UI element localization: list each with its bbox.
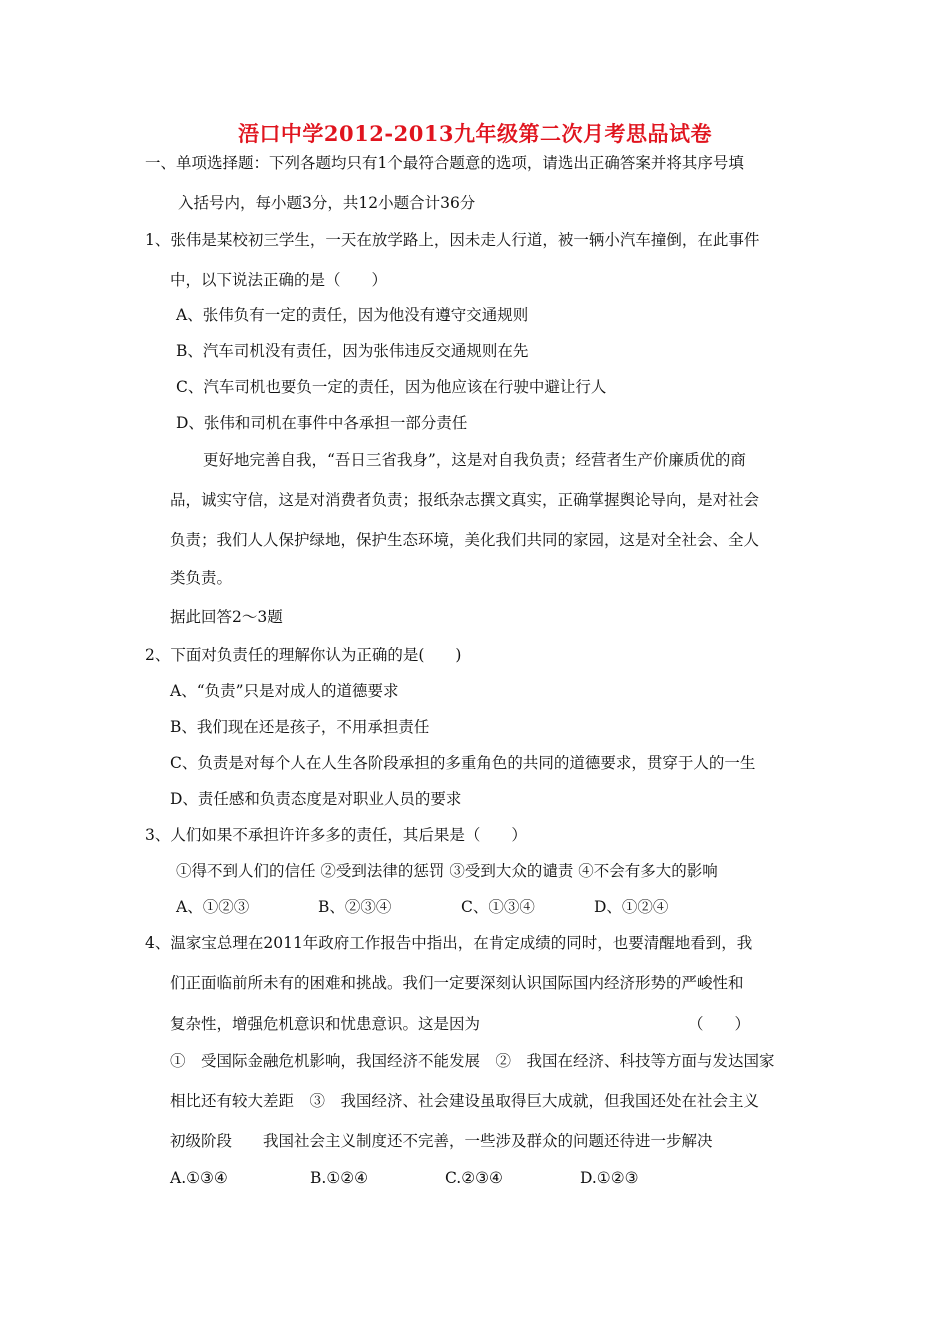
q4-option-c: C.②③④: [445, 1169, 503, 1187]
q4-stem-line-2: 们正面临前所未有的困难和挑战。我们一定要深刻认识国际国内经济形势的严峻性和: [170, 974, 744, 992]
q4-stem-line-1: 4、温家宝总理在2011年政府工作报告中指出，在肯定成绩的同时，也要清醒地看到，我: [145, 934, 753, 952]
q1-option-b: B、汽车司机没有责任，因为张伟违反交通规则在先: [176, 342, 529, 360]
q3-items: ①得不到人们的信任 ②受到法律的惩罚 ③受到大众的谴责 ④不会有多大的影响: [176, 862, 718, 880]
q2-stem: 2、下面对负责任的理解你认为正确的是( ): [145, 646, 462, 664]
q4-answer-bracket: （ ）: [688, 1015, 751, 1033]
material-note: 据此回答2～3题: [170, 608, 283, 626]
q4-option-a: A.①③④: [170, 1169, 228, 1187]
q2-option-d: D、责任感和负责态度是对职业人员的要求: [170, 790, 462, 808]
material-line-4: 类负责。: [170, 569, 233, 587]
q4-items-line-3: 初级阶段 我国社会主义制度还不完善，一些涉及群众的问题还待进一步解决: [170, 1132, 713, 1150]
q3-option-b: B、②③④: [318, 898, 392, 916]
q1-option-a: A、张伟负有一定的责任，因为他没有遵守交通规则: [176, 306, 529, 324]
q4-options: [170, 1167, 639, 1189]
q3-options: [176, 896, 668, 918]
q3-stem: 3、人们如果不承担许许多多的责任，其后果是（ ）: [145, 826, 527, 844]
exam-title: 浯口中学2012-2013九年级第二次月考思品试卷: [237, 121, 713, 146]
q2-option-a: A、“负责”只是对成人的道德要求: [170, 682, 399, 700]
q4-stem-line-3: 复杂性，增强危机意识和忧患意识。这是因为: [170, 1015, 481, 1033]
q3-option-c: C、①③④: [461, 898, 535, 916]
q4-option-d: D.①②③: [580, 1169, 639, 1187]
q4-items-line-2: 相比还有较大差距 ③ 我国经济、社会建设虽取得巨大成就，但我国还处在社会主义: [170, 1092, 760, 1110]
q3-option-d: D、①②④: [594, 898, 669, 916]
material-line-1: 更好地完善自我，“吾日三省我身”，这是对自我负责；经营者生产价廉质优的商: [203, 451, 746, 469]
section-instruction-line-2: 入括号内，每小题3分，共12小题合计36分: [178, 194, 476, 212]
q1-option-d: D、张伟和司机在事件中各承担一部分责任: [176, 414, 468, 432]
q4-option-b: B.①②④: [310, 1169, 369, 1187]
q1-option-c: C、汽车司机也要负一定的责任，因为他应该在行驶中避让行人: [176, 378, 607, 396]
q4-items-line-1: ① 受国际金融危机影响，我国经济不能发展 ② 我国在经济、科技等方面与发达国家: [170, 1052, 775, 1070]
q3-option-a: A、①②③: [176, 898, 250, 916]
material-line-3: 负责；我们人人保护绿地，保护生态环境，美化我们共同的家园，这是对全社会、全人: [170, 531, 760, 549]
q2-option-b: B、我们现在还是孩子，不用承担责任: [170, 718, 430, 736]
q1-stem-line-1: 1、张伟是某校初三学生，一天在放学路上，因未走人行道，被一辆小汽车撞倒，在此事件: [145, 231, 760, 249]
q1-stem-line-2: 中，以下说法正确的是（ ）: [170, 271, 388, 289]
q2-option-c: C、负责是对每个人在人生各阶段承担的多重角色的共同的道德要求，贯穿于人的一生: [170, 754, 756, 772]
material-line-2: 品，诚实守信，这是对消费者负责；报纸杂志撰文真实，正确掌握舆论导向，是对社会: [170, 491, 760, 509]
section-instruction-line-1: 一、单项选择题：下列各题均只有1个最符合题意的选项，请选出正确答案并将其序号填: [145, 154, 744, 172]
